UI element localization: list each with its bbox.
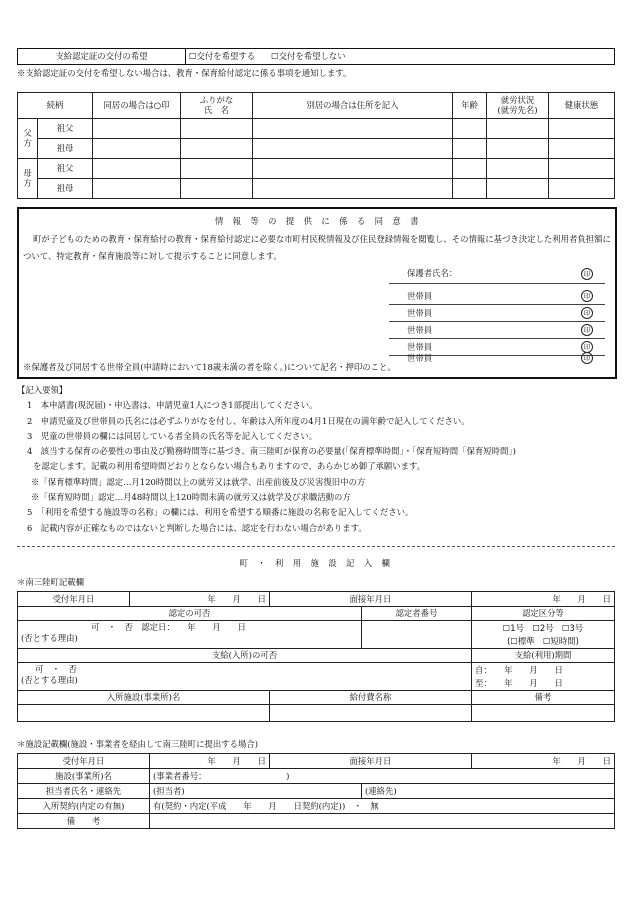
cell-input[interactable] — [93, 119, 181, 139]
consent-title: 情 報 等 の 提 供 に 係 る 同 意 書 — [214, 216, 420, 226]
remarks-field[interactable] — [472, 705, 615, 722]
maternal-side-label: 母 方 — [18, 159, 38, 199]
option-want-certificate[interactable]: ☐交付を希望する — [189, 51, 256, 62]
relation-label: 祖父 — [38, 159, 93, 179]
table-row — [18, 663, 615, 691]
cell-input[interactable] — [453, 119, 487, 139]
instruction-item: ※「保育短時間」認定…月48時間以上120時間未満の就労又は就学及び求職活動の方 — [31, 492, 351, 503]
period-to: 至： 年 月 日 — [475, 677, 563, 688]
header-age: 年齢 — [453, 93, 487, 119]
option-no-certificate[interactable]: ☐交付を希望しない — [271, 51, 346, 62]
interview-date-field[interactable]: 年 月 日 — [472, 592, 615, 607]
interview-date-field[interactable]: 年 月 日 — [472, 754, 615, 769]
relation-label: 祖母 — [38, 179, 93, 199]
cell-input[interactable] — [253, 179, 453, 199]
seal-icon: 印 — [581, 268, 593, 280]
facility-name-field[interactable] — [18, 705, 270, 722]
remarks-label: 備 考 — [18, 814, 150, 829]
cell-input[interactable] — [181, 159, 253, 179]
table-row — [18, 179, 615, 199]
instruction-item: ※「保育標準時間」認定…月120時間以上の就労又は就学、出産前後及び災害復旧中の方 — [31, 476, 366, 487]
seal-icon: 印 — [581, 324, 593, 336]
contract-field[interactable]: 有(契約・内定(平成 年 月 日契約(内定)) ・ 無 — [150, 799, 615, 814]
cell-input[interactable] — [549, 179, 615, 199]
seal-icon: 印 — [581, 341, 593, 353]
cell-input[interactable] — [253, 139, 453, 159]
facility-name-header: 入所施設(事業所)名 — [18, 691, 270, 705]
relatives-header-row — [18, 93, 615, 119]
cell-input[interactable] — [93, 139, 181, 159]
remarks-header: 備考 — [472, 691, 615, 705]
interview-date-label: 面接年月日 — [270, 592, 472, 607]
consent-note: ※保護者及び同居する世帯全員(申請時において18歳未満の者を除く。)について記名・押印のこと。 — [23, 362, 396, 372]
fee-name-header: 給付費名称 — [270, 691, 472, 705]
cert-class-label: 認定区分等 — [472, 607, 615, 621]
facility-table — [17, 753, 615, 829]
seal-icon: 印 — [581, 307, 593, 319]
cell-input[interactable] — [487, 159, 549, 179]
business-number-field[interactable]: (事業者番号： ) — [150, 769, 615, 784]
cell-input[interactable] — [93, 159, 181, 179]
facility-name-label: 施設(事業所)名 — [18, 769, 150, 784]
cell-input[interactable] — [549, 159, 615, 179]
cert-number-label: 認定者番号 — [362, 607, 472, 621]
certificate-table — [17, 48, 615, 65]
table-row — [18, 592, 615, 607]
member-signature-line[interactable] — [389, 287, 605, 305]
cell-input[interactable] — [487, 119, 549, 139]
cell-input[interactable] — [549, 119, 615, 139]
cert-choice: 可 ・ 否 認定日： 年 月 日 — [91, 622, 246, 632]
cert-approval-label: 認定の可否 — [18, 607, 362, 621]
member-signature-line[interactable] — [389, 321, 605, 339]
cell-input[interactable] — [453, 159, 487, 179]
table-row — [18, 607, 615, 621]
remarks-field[interactable] — [150, 814, 615, 829]
cell-input[interactable] — [487, 179, 549, 199]
section-divider — [17, 546, 615, 547]
header-health: 健康状態 — [549, 93, 615, 119]
instructions-heading: 【記入要領】 — [17, 385, 68, 395]
table-row — [18, 799, 615, 814]
town-entry-label: ＊南三陸町記載欄 — [17, 577, 84, 587]
header-relation: 続柄 — [18, 93, 93, 119]
table-row — [18, 649, 615, 663]
table-row — [18, 769, 615, 784]
table-row — [18, 754, 615, 769]
receipt-date-field[interactable]: 年 月 日 — [130, 592, 270, 607]
admit-label: 支給(入所)の可否 — [18, 649, 472, 663]
member-label: 世帯員 — [407, 342, 433, 352]
table-row — [18, 691, 615, 705]
receipt-date-label: 受付年月日 — [18, 592, 130, 607]
admit-field[interactable] — [18, 663, 472, 691]
certificate-note: ※支給認定証の交付を希望しない場合は、教育・保育給付認定に係る事項を通知します。 — [17, 68, 352, 78]
header-address: 別居の場合は住所を記入 — [253, 93, 453, 119]
instruction-item: 6 記載内容が正確なものではないと判断した場合には、認定を行わない場合があります。 — [27, 522, 367, 533]
instruction-item: 1 本申請書(現況届)・申込書は、申請児童1人につき1部提出してください。 — [27, 400, 318, 411]
instruction-item: を認定します。記載の利用希望時間どおりとならない場合もありますので、あらかじめ御了承願います。 — [33, 461, 426, 472]
cell-input[interactable] — [181, 119, 253, 139]
reject-reason: (否とする理由) — [21, 674, 78, 685]
fee-name-field[interactable] — [270, 705, 472, 722]
certificate-label: 支給認定証の交付の希望 — [18, 49, 186, 65]
cert-class-field[interactable] — [472, 621, 615, 649]
instructions — [17, 383, 617, 536]
receipt-date-label: 受付年月日 — [18, 754, 150, 769]
consent-box — [17, 207, 617, 379]
header-cohabit: 同居の場合は○印 — [93, 93, 181, 119]
class-options: ☐1号 ☐2号 ☐3号 — [502, 622, 584, 633]
period-from: 自： 年 月 日 — [475, 664, 563, 675]
header-employment: 就労状況 (就労先名) — [487, 93, 549, 119]
member-label: 世帯員 — [407, 308, 433, 318]
staff-label: 担当者氏名・連絡先 — [18, 784, 150, 799]
member-signature-line[interactable] — [389, 304, 605, 322]
paternal-side-label: 父 方 — [18, 119, 38, 159]
table-row — [18, 784, 615, 799]
member-signature-line[interactable] — [389, 349, 605, 366]
table-row — [18, 814, 615, 829]
staff-field[interactable]: (担当者) — [150, 784, 362, 799]
cell-input[interactable] — [181, 179, 253, 199]
table-row — [18, 705, 615, 722]
relation-label: 祖父 — [38, 119, 93, 139]
contract-label: 入所契約(内定の有無) — [18, 799, 150, 814]
interview-date-label: 面接年月日 — [270, 754, 472, 769]
table-row — [18, 139, 615, 159]
table-row — [18, 621, 615, 649]
cert-number-field[interactable] — [362, 621, 472, 649]
member-label: 世帯員 — [407, 325, 433, 335]
guardian-signature-line[interactable] — [389, 266, 605, 284]
instruction-item: 2 申請児童及び世帯員の氏名には必ずふりがなを付し、年齢は入所年度の4月1日現在の満年齢で記入してください。 — [27, 415, 470, 426]
cell-input[interactable] — [253, 119, 453, 139]
instruction-item: 5 「利用を希望する施設等の名称」の欄には、利用を希望する順番に施設の名称を記入してください。 — [27, 507, 414, 518]
seal-icon: 印 — [581, 290, 593, 302]
table-row — [18, 159, 615, 179]
town-table — [17, 591, 615, 722]
member-label: 世帯員 — [407, 353, 433, 363]
cell-input[interactable] — [93, 179, 181, 199]
cell-input[interactable] — [253, 159, 453, 179]
admit-choice: 可 ・ 否 — [35, 664, 77, 674]
relation-label: 祖母 — [38, 139, 93, 159]
cell-input[interactable] — [453, 139, 487, 159]
instruction-item: 3 児童の世帯員の欄には同居している者全員の氏名等を記入してください。 — [27, 430, 318, 441]
relatives-table — [17, 92, 615, 199]
table-row — [18, 119, 615, 139]
member-label: 世帯員 — [407, 291, 433, 301]
reject-reason: (否とする理由) — [21, 632, 78, 643]
period-field[interactable] — [472, 663, 615, 691]
seal-icon: 印 — [581, 352, 593, 364]
town-section-title: 町 ・ 利 用 施 設 記 入 欄 — [239, 558, 391, 568]
receipt-date-field[interactable]: 年 月 日 — [150, 754, 270, 769]
certificate-options — [186, 49, 615, 65]
cert-approval-field[interactable] — [18, 621, 362, 649]
instruction-item: 4 該当する保育の必要性の事由及び勤務時間等に基づき、南三陸町が保育の必要量(「保育標準時間」・「保育短時間「保育短時間」) — [27, 446, 516, 457]
period-label: 支給(利用)期間 — [472, 649, 615, 663]
contact-field[interactable]: (連絡先) — [362, 784, 615, 799]
cell-input[interactable] — [487, 139, 549, 159]
consent-body: 町が子どものための教育・保育給付の教育・保育給付認定に必要な市町村民税情報及び住民登録情報を閲覧し、その情報に基づき決定した利用者負担額について、特定教育・保育施設等に対して提示することに同意します。 — [23, 234, 611, 261]
guardian-label: 保護者氏名： — [407, 268, 458, 278]
cell-input[interactable] — [549, 139, 615, 159]
header-name: ふりがな 氏 名 — [181, 93, 253, 119]
cell-input[interactable] — [453, 179, 487, 199]
time-options: (☐標準 ☐短時間) — [507, 635, 579, 646]
facility-entry-label: ＊施設記載欄(施設・事業者を経由して南三陸町に提出する場合) — [17, 739, 259, 749]
cell-input[interactable] — [181, 139, 253, 159]
